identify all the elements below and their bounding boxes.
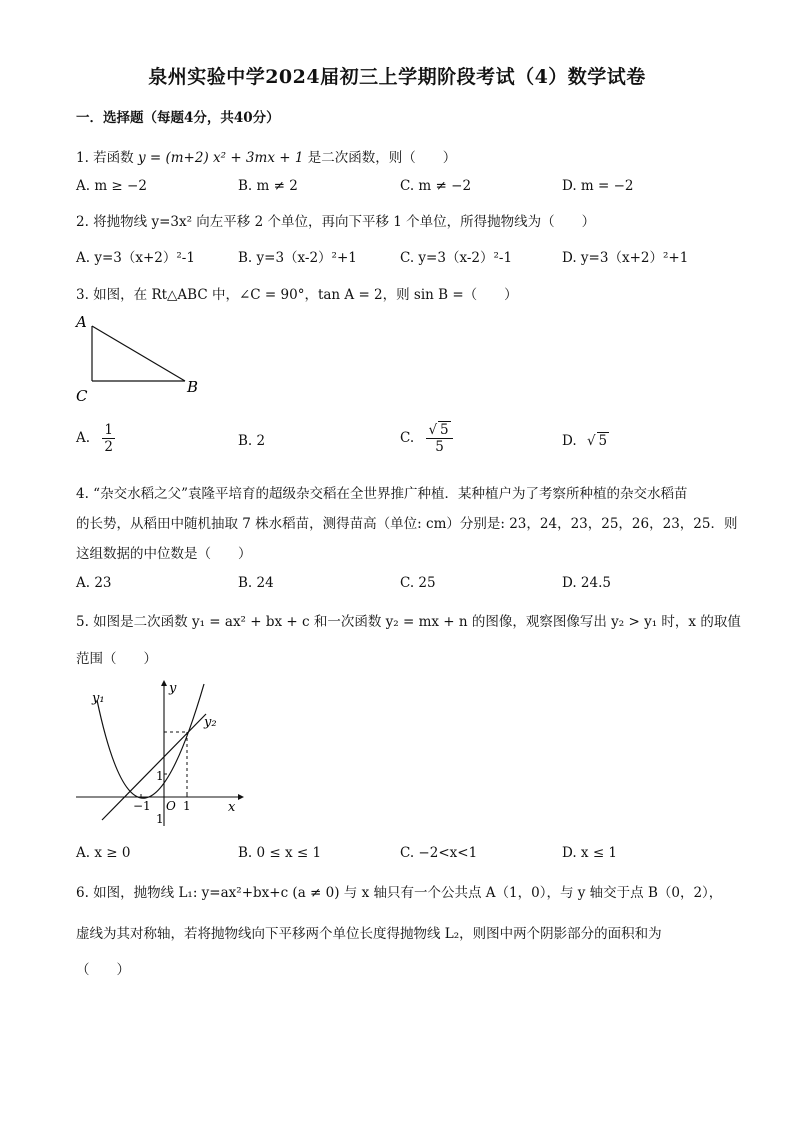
page-title: 泉州实验中学2024届初三上学期阶段考试（4）数学试卷 <box>148 66 646 88</box>
q3-option-c[interactable] <box>400 422 453 455</box>
q1-stem-suffix: 是二次函数，则（ ） <box>307 150 457 166</box>
q3-option-c-fraction <box>426 422 452 455</box>
label-y2: y₂ <box>204 715 217 730</box>
q1-option-a[interactable]: A. m ≥ −2 <box>76 178 147 194</box>
label-one-x: 1 <box>183 799 191 813</box>
q3-option-d-root: √ 5 <box>586 433 608 449</box>
vertex-label-c: C <box>76 387 88 404</box>
question-4-line-1: 4. “杂交水稻之父”袁隆平培育的超级杂交稻在全世界推广种植．某种植户为了考察所种植的杂交水稻苗 <box>76 486 688 502</box>
question-6-line-3: （ ） <box>76 962 130 978</box>
fraction-numerator: √ 5 <box>426 422 452 439</box>
q3-triangle-figure <box>70 308 210 404</box>
q1-option-b[interactable]: B. m ≠ 2 <box>238 178 298 194</box>
q4-option-d[interactable]: D. 24.5 <box>562 575 611 591</box>
q2-option-c[interactable]: C. y=3（x-2）²-1 <box>400 250 513 266</box>
q5-option-a[interactable]: A. x ≥ 0 <box>76 845 131 861</box>
label-neg-one: −1 <box>133 799 151 813</box>
label-y1: y₁ <box>92 691 105 706</box>
question-4-line-2: 的长势，从稻田中随机抽取 7 株水稻苗，测得苗高（单位: cm）分别是: 23，24，23，25，26，23，25．则 <box>76 516 738 532</box>
parabola-y1-curve <box>97 684 204 798</box>
radicand: 5 <box>598 433 608 449</box>
q1-formula: y = (m+2) x² + 3mx + 1 <box>137 150 304 166</box>
fraction-numerator: 1 <box>104 422 113 438</box>
label-neg-one-y: 1 <box>156 812 164 826</box>
y-axis-arrow <box>161 680 167 686</box>
q3-option-d[interactable] <box>562 433 609 449</box>
radicand: 5 <box>440 422 449 438</box>
q3-option-a-label: A. <box>76 430 91 447</box>
question-2-stem: 2. 将抛物线 y=3x² 向左平移 2 个单位，再向下平移 1 个单位，所得抛物线为（ ） <box>76 214 596 230</box>
q1-stem-prefix: 1. 若函数 <box>76 150 134 166</box>
q2-option-b[interactable]: B. y=3（x-2）²+1 <box>238 250 357 266</box>
vertex-label-a: A <box>76 313 87 331</box>
q3-option-a-fraction <box>102 422 115 455</box>
fraction-denominator: 5 <box>435 439 444 456</box>
q3-option-b[interactable]: B. 2 <box>238 433 266 449</box>
q1-option-d[interactable]: D. m = −2 <box>562 178 634 194</box>
q3-option-c-label: C. <box>400 430 415 447</box>
question-6-line-2: 虚线为其对称轴，若将抛物线向下平移两个单位长度得抛物线 L₂，则图中两个阴影部分的面积和为 <box>76 926 662 942</box>
q3-option-d-label: D. <box>562 433 577 449</box>
question-5-line-2: 范围（ ） <box>76 651 157 667</box>
section-heading: 一．选择题（每题4分，共40分） <box>76 110 280 126</box>
question-1-stem <box>76 146 456 166</box>
question-4-line-3: 这组数据的中位数是（ ） <box>76 546 252 562</box>
q4-option-c[interactable]: C. 25 <box>400 575 436 591</box>
vertex-label-b: B <box>187 378 199 396</box>
q5-option-b[interactable]: B. 0 ≤ x ≤ 1 <box>238 845 322 861</box>
question-6-line-1: 6. 如图，抛物线 L₁: y=ax²+bx+c (a ≠ 0) 与 x 轴只有一个公共点 A（1，0），与 y 轴交于点 B（0，2）， <box>76 885 723 901</box>
q1-option-c[interactable]: C. m ≠ −2 <box>400 178 472 194</box>
q2-option-a[interactable]: A. y=3（x+2）²-1 <box>76 250 195 266</box>
q5-function-graph <box>72 676 252 828</box>
label-x-axis: x <box>228 800 236 815</box>
question-5-line-1: 5. 如图是二次函数 y₁ = ax² + bx + c 和一次函数 y₂ = mx + n 的图像，观察图像写出 y₂ > y₁ 时，x 的取值 <box>76 614 741 630</box>
x-axis-arrow <box>238 794 244 800</box>
q3-option-a[interactable] <box>76 422 115 455</box>
fraction-denominator: 2 <box>104 439 113 456</box>
question-3-stem: 3. 如图，在 Rt△ABC 中，∠C = 90°，tan A = 2，则 sin B =（ ） <box>76 287 518 303</box>
q5-option-c[interactable]: C. −2<x<1 <box>400 845 478 861</box>
triangle-side-ab <box>92 326 185 381</box>
q2-option-d[interactable]: D. y=3（x+2）²+1 <box>562 250 689 266</box>
q4-option-b[interactable]: B. 24 <box>238 575 274 591</box>
q5-option-d[interactable]: D. x ≤ 1 <box>562 845 618 861</box>
label-y-axis: y <box>169 681 177 696</box>
label-origin: O <box>166 799 176 813</box>
q4-option-a[interactable]: A. 23 <box>76 575 112 591</box>
label-one-y: 1 <box>156 769 164 783</box>
